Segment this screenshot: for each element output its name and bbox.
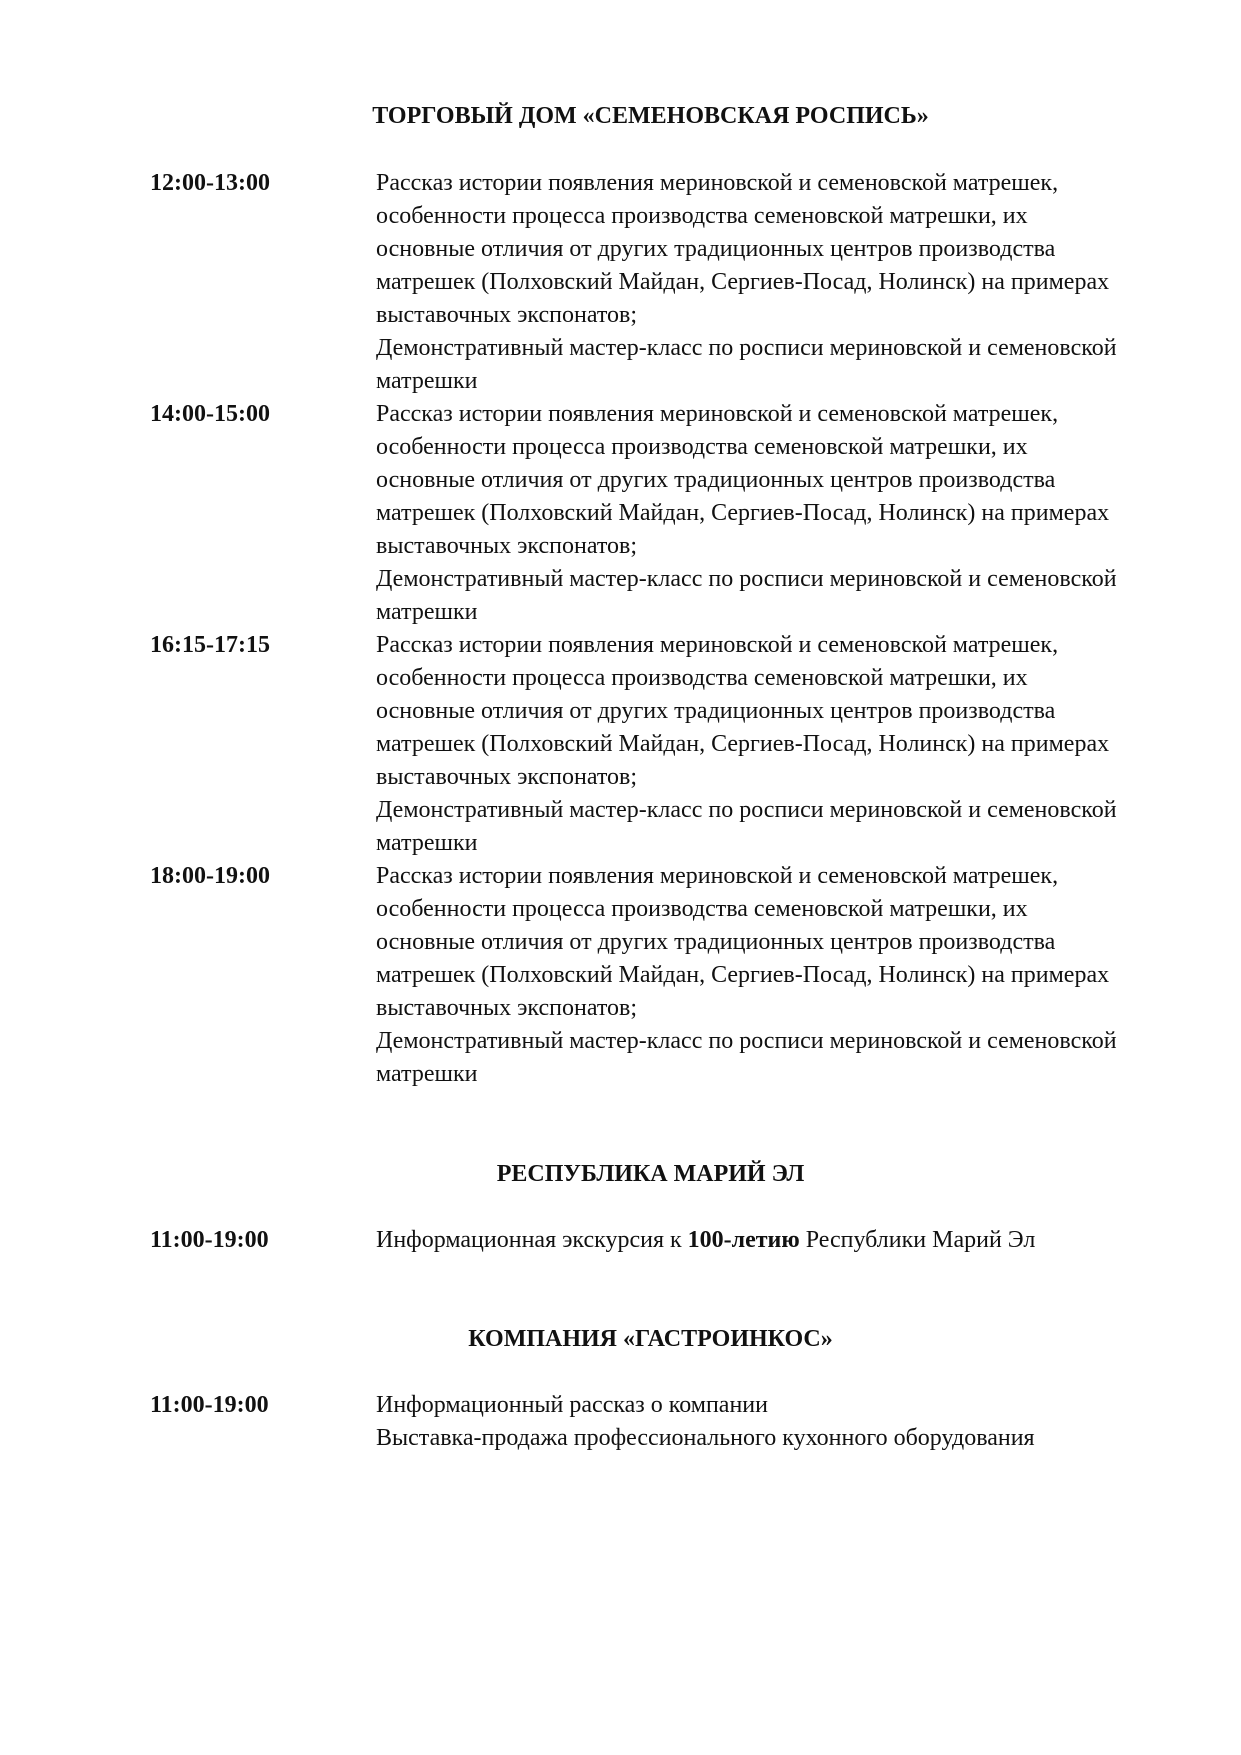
entry-description xyxy=(376,398,1166,629)
description-line: Выставка-продажа профессионального кухонного оборудования xyxy=(376,1425,1035,1451)
description-line: Рассказ истории появления мериновской и семеновской матрешек, xyxy=(376,863,1059,889)
description-line: Демонстративный мастер-класс по росписи мериновской и семеновской xyxy=(376,1028,1117,1054)
description-line: матрешки xyxy=(376,368,478,394)
description-line: матрешки xyxy=(376,830,478,856)
time-slot: 11:00-19:00 xyxy=(150,1227,269,1253)
description-line: основные отличия от других традиционных центров производства xyxy=(376,467,1056,493)
section-title-gastroinkos: КОМПАНИЯ «ГАСТРОИНКОС» xyxy=(468,1326,833,1352)
description-line: матрешки xyxy=(376,599,478,625)
time-slot: 18:00-19:00 xyxy=(150,863,270,889)
description-line: Демонстративный мастер-класс по росписи мериновской и семеновской xyxy=(376,797,1117,823)
entry-description xyxy=(376,1224,1166,1257)
time-slot: 11:00-19:00 xyxy=(150,1392,269,1418)
entry-description xyxy=(376,860,1166,1091)
entry-description xyxy=(376,629,1166,860)
time-slot: 16:15-17:15 xyxy=(150,632,270,658)
time-slot: 12:00-13:00 xyxy=(150,170,270,196)
description-line: основные отличия от других традиционных центров производства xyxy=(376,929,1056,955)
entry-description xyxy=(376,167,1166,398)
description-line: основные отличия от других традиционных центров производства xyxy=(376,698,1056,724)
description-line: особенности процесса производства семеновской матрешки, их xyxy=(376,203,1028,229)
description-line: Рассказ истории появления мериновской и семеновской матрешек, xyxy=(376,632,1059,658)
description-line: особенности процесса производства семеновской матрешки, их xyxy=(376,665,1028,691)
description-line: выставочных экспонатов; xyxy=(376,302,638,328)
description-line xyxy=(376,1224,1166,1257)
anniversary-emphasis: 100-летию xyxy=(687,1227,800,1253)
description-text: Республики Марий Эл xyxy=(799,1227,1036,1253)
section-title-mari-el: РЕСПУБЛИКА МАРИЙ ЭЛ xyxy=(496,1161,805,1187)
description-line: Рассказ истории появления мериновской и семеновской матрешек, xyxy=(376,401,1059,427)
time-slot: 14:00-15:00 xyxy=(150,401,270,427)
description-line: Рассказ истории появления мериновской и семеновской матрешек, xyxy=(376,170,1059,196)
entry-description xyxy=(376,1389,1166,1455)
description-text: Информационная экскурсия к xyxy=(376,1227,688,1253)
description-line: матрешек (Полховский Майдан, Сергиев-Посад, Нолинск) на примерах xyxy=(376,269,1110,295)
description-line: особенности процесса производства семеновской матрешки, их xyxy=(376,434,1028,460)
description-line: матрешки xyxy=(376,1061,478,1087)
description-line: Информационный рассказ о компании xyxy=(376,1392,768,1418)
description-line: Демонстративный мастер-класс по росписи мериновской и семеновской xyxy=(376,335,1117,361)
description-line: особенности процесса производства семеновской матрешки, их xyxy=(376,896,1028,922)
section-title-semenovskaya: ТОРГОВЫЙ ДОМ «СЕМЕНОВСКАЯ РОСПИСЬ» xyxy=(372,103,929,129)
description-line: выставочных экспонатов; xyxy=(376,995,638,1021)
description-line: выставочных экспонатов; xyxy=(376,533,638,559)
description-line: Демонстративный мастер-класс по росписи мериновской и семеновской xyxy=(376,566,1117,592)
description-line: матрешек (Полховский Майдан, Сергиев-Посад, Нолинск) на примерах xyxy=(376,962,1110,988)
description-line: основные отличия от других традиционных центров производства xyxy=(376,236,1056,262)
description-line: матрешек (Полховский Майдан, Сергиев-Посад, Нолинск) на примерах xyxy=(376,731,1110,757)
description-line: матрешек (Полховский Майдан, Сергиев-Посад, Нолинск) на примерах xyxy=(376,500,1110,526)
description-line: выставочных экспонатов; xyxy=(376,764,638,790)
